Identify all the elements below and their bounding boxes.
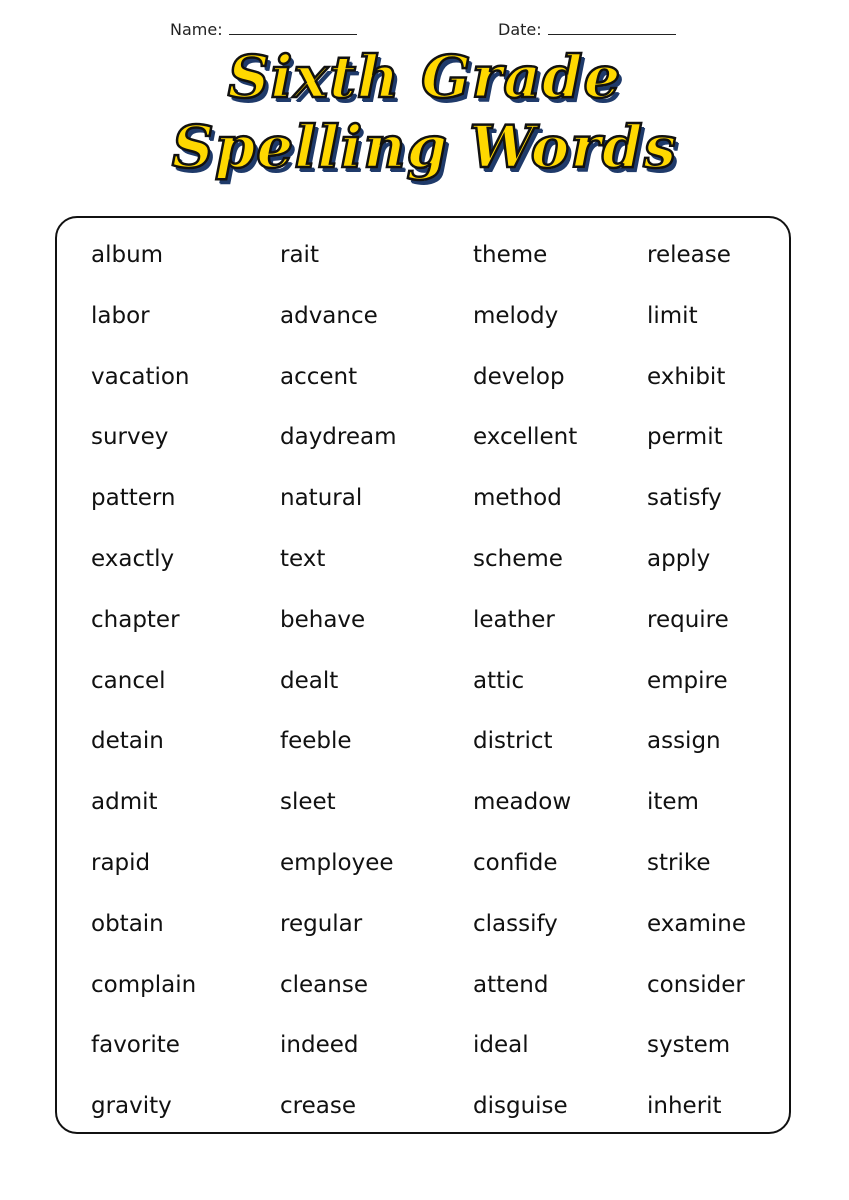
title-line-2: Spelling Words — [171, 113, 678, 181]
spelling-word: rapid — [91, 849, 151, 876]
spelling-word: obtain — [91, 910, 164, 937]
spelling-word: leather — [473, 606, 555, 633]
spelling-word: rait — [280, 242, 319, 268]
spelling-word: disguise — [473, 1093, 568, 1120]
page-title — [0, 42, 849, 182]
spelling-word: attend — [473, 971, 549, 998]
word-list-box — [55, 216, 791, 1134]
spelling-word: complain — [91, 971, 197, 998]
date-label: Date: — [498, 20, 542, 39]
spelling-word: district — [473, 728, 553, 755]
spelling-word: detain — [91, 728, 164, 755]
spelling-word: album — [91, 242, 164, 268]
spelling-word: feeble — [280, 728, 352, 755]
spelling-word: daydream — [280, 424, 397, 451]
spelling-word: assign — [647, 728, 721, 755]
spelling-word: chapter — [91, 606, 180, 633]
spelling-word: classify — [473, 910, 558, 937]
spelling-word: admit — [91, 789, 158, 816]
spelling-word: exactly — [91, 545, 175, 572]
spelling-word: strike — [647, 849, 711, 876]
date-blank-line[interactable] — [548, 20, 676, 35]
spelling-word: meadow — [473, 789, 572, 816]
spelling-word: confide — [473, 849, 558, 876]
spelling-word: permit — [647, 424, 723, 451]
spelling-word: behave — [280, 606, 366, 633]
spelling-word: scheme — [473, 545, 563, 572]
spelling-word: ideal — [473, 1032, 529, 1059]
spelling-word: gravity — [91, 1093, 172, 1120]
spelling-word: natural — [280, 485, 363, 512]
spelling-word: consider — [647, 971, 745, 998]
spelling-word: attic — [473, 667, 525, 694]
spelling-word: sleet — [280, 789, 336, 816]
spelling-word: exhibit — [647, 363, 726, 390]
name-field[interactable] — [170, 20, 357, 39]
spelling-word: melody — [473, 302, 559, 329]
spelling-word: release — [647, 242, 731, 268]
spelling-word: empire — [647, 667, 728, 694]
spelling-word: favorite — [91, 1032, 180, 1059]
spelling-word: limit — [647, 302, 698, 329]
spelling-word: crease — [280, 1093, 356, 1120]
name-blank-line[interactable] — [229, 20, 357, 35]
spelling-word: survey — [91, 424, 169, 451]
spelling-word: require — [647, 606, 729, 633]
word-grid — [91, 238, 787, 1150]
spelling-word: regular — [280, 910, 363, 937]
spelling-word: excellent — [473, 424, 578, 451]
date-field[interactable] — [498, 20, 676, 39]
spelling-word: cleanse — [280, 971, 368, 998]
spelling-word: apply — [647, 545, 711, 572]
spelling-word: satisfy — [647, 485, 722, 512]
spelling-word: dealt — [280, 667, 339, 694]
spelling-word: labor — [91, 302, 150, 329]
spelling-word: indeed — [280, 1032, 359, 1059]
spelling-word: method — [473, 485, 562, 512]
spelling-word: theme — [473, 242, 548, 268]
spelling-word: pattern — [91, 485, 176, 512]
spelling-word: accent — [280, 363, 358, 390]
name-label: Name: — [170, 20, 223, 39]
spelling-word: inherit — [647, 1093, 722, 1120]
spelling-word: item — [647, 789, 699, 816]
spelling-word: employee — [280, 849, 394, 876]
spelling-word: vacation — [91, 363, 190, 390]
spelling-word: develop — [473, 363, 565, 390]
spelling-word: examine — [647, 910, 746, 937]
title-line-1: Sixth Grade — [227, 43, 622, 111]
spelling-word: advance — [280, 302, 378, 329]
spelling-word: text — [280, 545, 326, 572]
spelling-word: cancel — [91, 667, 166, 694]
spelling-word: system — [647, 1032, 731, 1059]
